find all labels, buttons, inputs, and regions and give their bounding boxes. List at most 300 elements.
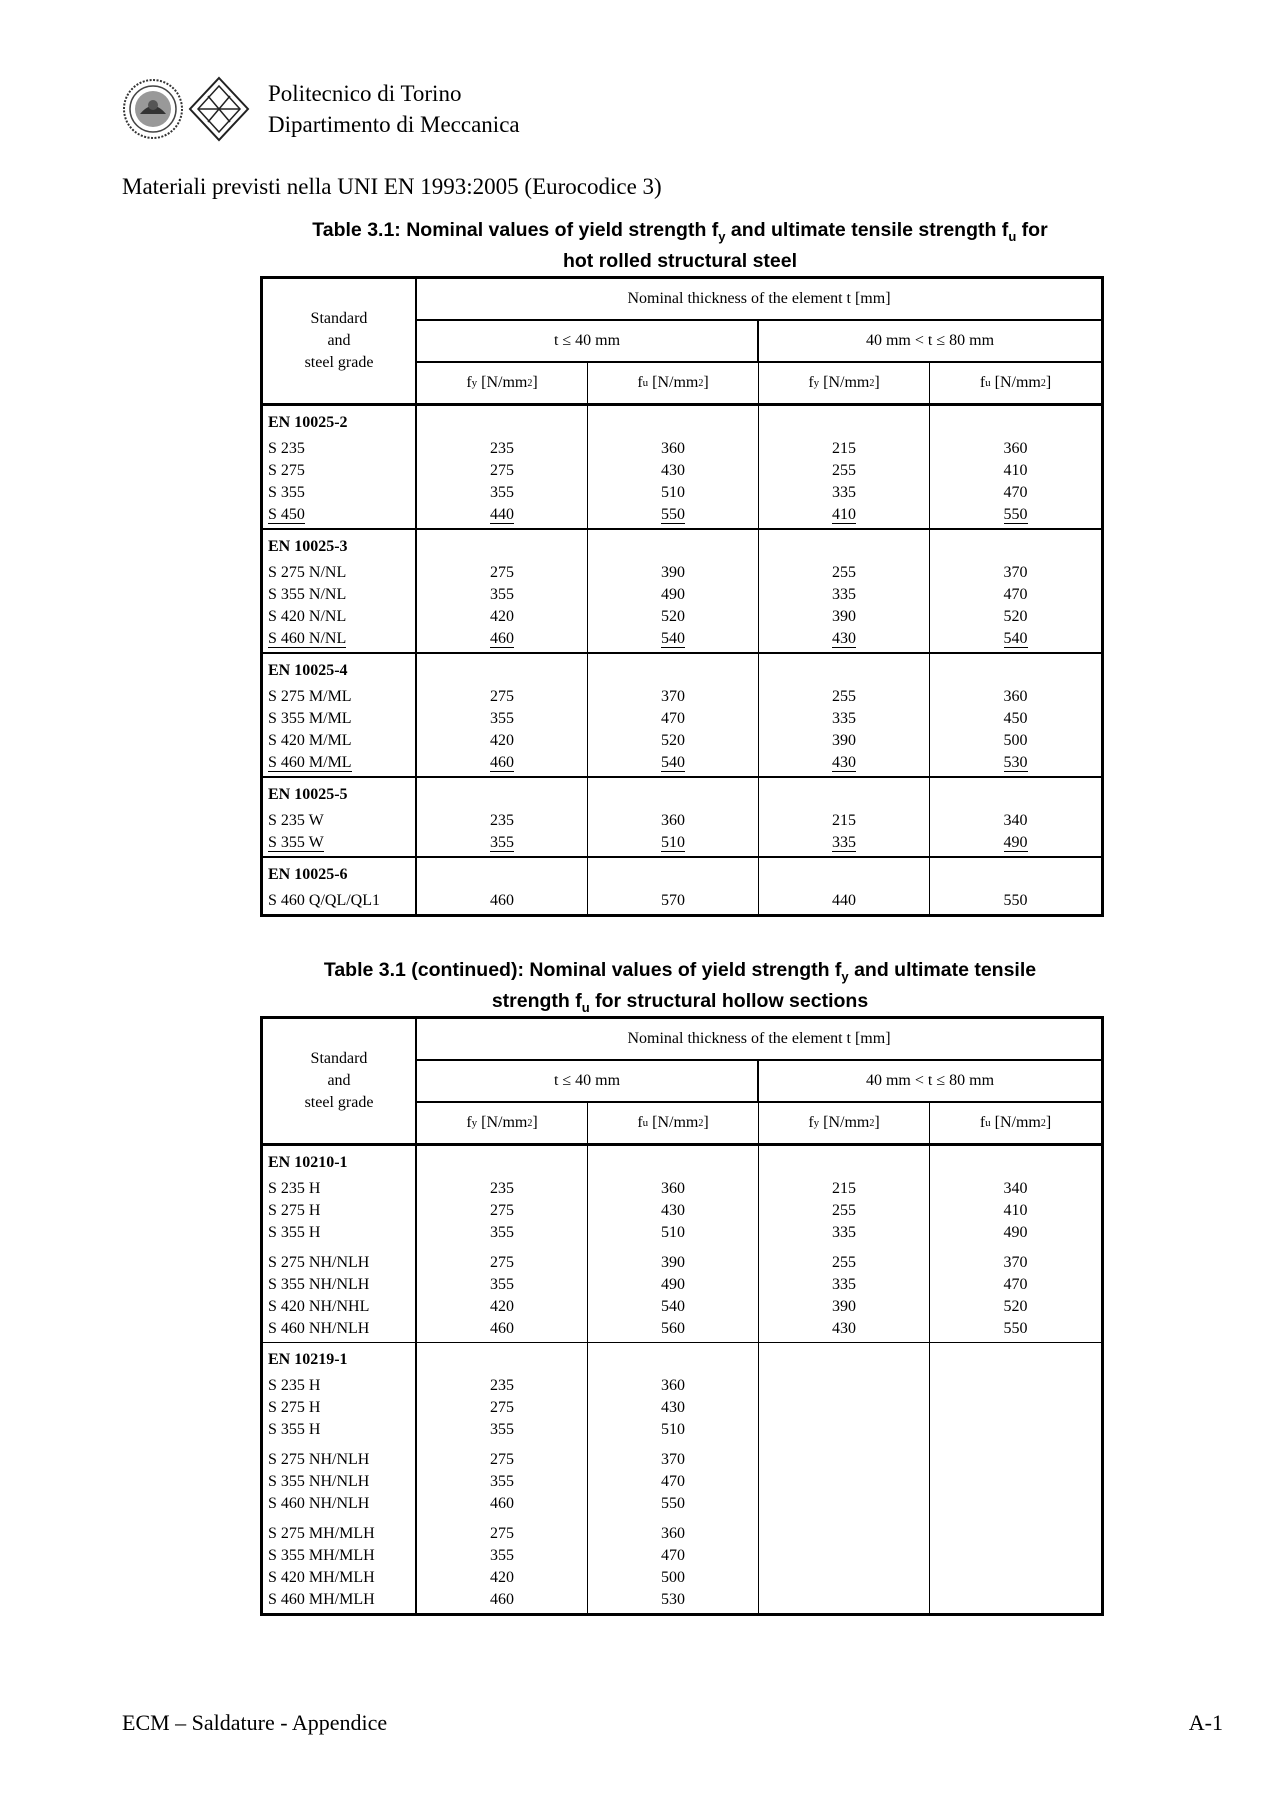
fy-le40-cell-text: 355 — [490, 586, 514, 603]
fu-le40-cell-text: 360 — [661, 1525, 685, 1542]
standard-title-text: EN 10210-1 — [268, 1154, 348, 1171]
department-logo-icon — [188, 76, 250, 142]
fy-le40-cell-text: 420 — [490, 608, 514, 625]
fu-le40-cell — [588, 1493, 759, 1515]
fy-le40-cell-text: 275 — [490, 1451, 514, 1468]
fy-le40-cell-text: 460 — [490, 1320, 514, 1337]
table1-caption: Table 3.1: Nominal values of yield strength $f_y$ and ultimate tensile strength $f_u$ for hot rolled structural steel — [312, 219, 1048, 272]
grade-cell-text: S 355 — [268, 484, 305, 501]
grade-cell-text: S 355 NH/NLH — [268, 1276, 370, 1293]
fy-le40-cell-text: 460 — [490, 892, 514, 909]
grade-cell — [263, 1178, 417, 1200]
page-header — [122, 76, 722, 146]
fy-le40-cell — [417, 584, 588, 606]
fu-le40-cell — [588, 1567, 759, 1589]
grade-cell — [263, 890, 417, 912]
spacer-cell — [759, 1244, 930, 1252]
fu-40-80-cell — [930, 1375, 1101, 1397]
fu-le40-cell — [588, 810, 759, 832]
fu-le40-cell-text: 510 — [661, 834, 685, 851]
fy-40-80-cell — [759, 752, 930, 774]
institution-name — [268, 78, 520, 140]
fu-40-80-cell-text: 340 — [1003, 1180, 1028, 1197]
fu-unit-header: f u [N/mm 2 ] — [588, 1103, 759, 1143]
spacer-cell — [588, 1441, 759, 1449]
fy-le40-cell — [417, 482, 588, 504]
fy-le40-cell-text: 275 — [490, 1254, 514, 1271]
table-row — [263, 708, 1101, 730]
standard-title-text: EN 10025-6 — [268, 866, 348, 883]
standard-title — [263, 654, 417, 686]
fu-40-80-cell — [930, 1589, 1101, 1611]
fy-le40-cell-text: 275 — [490, 688, 514, 705]
fy-le40-cell-text: 420 — [490, 1569, 514, 1586]
thickness-header: Nominal thickness of the element t [mm] — [417, 1019, 1101, 1061]
fy-40-80-cell — [759, 438, 930, 460]
fu-40-80-cell — [930, 1449, 1101, 1471]
fy-40-80-cell-text: 215 — [832, 812, 856, 829]
fu-40-80-cell — [930, 810, 1101, 832]
fu-le40-cell — [588, 1318, 759, 1340]
fy-unit-header: f y [N/mm 2 ] — [417, 363, 588, 403]
fu-le40-cell-text: 490 — [661, 586, 685, 603]
department-line: Dipartimento di Meccanica — [268, 112, 520, 137]
table-group — [263, 1146, 1101, 1342]
fy-le40-cell — [417, 1222, 588, 1244]
fu-le40-cell-text: 470 — [661, 710, 685, 727]
standard-grade-header: Standard and steel grade — [263, 1019, 417, 1143]
spacer-cell — [759, 1515, 930, 1523]
fu-le40-cell — [588, 1375, 759, 1397]
grade-cell-text: S 355 NH/NLH — [268, 1473, 370, 1490]
fu-le40-cell-text: 510 — [661, 1224, 685, 1241]
fy-le40-cell — [417, 562, 588, 584]
spacer-cell — [759, 1441, 930, 1449]
fy-le40-cell — [417, 1493, 588, 1515]
table-row — [263, 482, 1101, 504]
grade-cell-text: S 355 H — [268, 1421, 321, 1438]
grade-cell-text: S 235 — [268, 440, 305, 457]
table-row — [263, 832, 1101, 854]
grade-cell — [263, 1318, 417, 1340]
table-group — [263, 856, 1101, 914]
table2-header — [263, 1019, 1101, 1146]
fy-le40-cell-text: 355 — [490, 1421, 514, 1438]
grade-cell-text: S 460 NH/NLH — [268, 1320, 370, 1337]
fu-40-80-cell — [930, 1493, 1101, 1515]
fu-40-80-cell-text: 410 — [1003, 1202, 1028, 1219]
fu-40-80-cell — [930, 1545, 1101, 1567]
grade-cell-text: S 275 M/ML — [268, 688, 352, 705]
table-row — [263, 730, 1101, 752]
fu-40-80-cell — [930, 1178, 1101, 1200]
table-row — [263, 1419, 1101, 1441]
spacer-cell — [263, 1611, 417, 1613]
fy-40-80-cell — [759, 1274, 930, 1296]
fu-40-80-cell — [930, 504, 1101, 526]
empty-cell — [588, 778, 759, 810]
fu-le40-cell-text: 360 — [661, 1377, 685, 1394]
fy-40-80-cell-text: 335 — [832, 484, 856, 501]
standard-title — [263, 406, 417, 438]
fu-le40-cell — [588, 438, 759, 460]
fu-40-80-cell-text: 490 — [1003, 834, 1028, 851]
footer-title: ECM – Saldature - Appendice — [122, 1710, 388, 1735]
standard-title — [263, 778, 417, 810]
fu-le40-cell — [588, 504, 759, 526]
page-number: A-1 — [1188, 1710, 1223, 1735]
university-seal-icon — [122, 78, 184, 140]
spacer-cell — [417, 912, 588, 914]
fy-40-80-cell-text: 215 — [832, 440, 856, 457]
fu-40-80-cell-text: 370 — [1003, 1254, 1028, 1271]
table2 — [260, 1016, 1104, 1616]
fu-40-80-cell — [930, 584, 1101, 606]
fu-le40-cell — [588, 1589, 759, 1611]
empty-cell — [759, 858, 930, 890]
grade-cell-text: S 275 — [268, 462, 305, 479]
empty-cell — [759, 530, 930, 562]
fy-le40-cell-text: 355 — [490, 710, 514, 727]
grade-cell-text: S 355 W — [268, 834, 324, 851]
fu-le40-cell-text: 530 — [661, 1591, 685, 1608]
table-row — [263, 1178, 1101, 1200]
fu-40-80-cell — [930, 1471, 1101, 1493]
fu-le40-cell-text: 370 — [661, 1451, 685, 1468]
grade-cell-text: S 420 NH/NHL — [268, 1298, 370, 1315]
fy-le40-cell — [417, 1589, 588, 1611]
table-group — [263, 528, 1101, 652]
fu-le40-cell — [588, 730, 759, 752]
fy-le40-cell — [417, 730, 588, 752]
intro-text: Materiali previsti nella UNI EN 1993:2005 (Eurocodice 3) — [122, 174, 662, 199]
fu-40-80-cell — [930, 1419, 1101, 1441]
fy-le40-cell-text: 235 — [490, 1180, 514, 1197]
grade-cell-text: S 275 N/NL — [268, 564, 347, 581]
fu-40-80-cell — [930, 730, 1101, 752]
fu-le40-cell-text: 540 — [661, 754, 685, 771]
fu-40-80-cell — [930, 1222, 1101, 1244]
fu-40-80-cell-text: 340 — [1003, 812, 1028, 829]
fu-40-80-cell — [930, 1252, 1101, 1274]
fy-40-80-cell — [759, 1318, 930, 1340]
fu-le40-cell-text: 360 — [661, 1180, 685, 1197]
fu-le40-cell — [588, 584, 759, 606]
empty-cell — [759, 1343, 930, 1375]
empty-cell — [759, 1146, 930, 1178]
fy-40-80-cell — [759, 562, 930, 584]
fy-le40-cell — [417, 628, 588, 650]
fy-40-80-cell — [759, 1449, 930, 1471]
empty-cell — [759, 654, 930, 686]
fu-le40-cell-text: 470 — [661, 1547, 685, 1564]
table-row — [263, 1200, 1101, 1222]
institution-line: Politecnico di Torino — [268, 81, 462, 106]
table-row — [263, 1274, 1101, 1296]
fy-le40-cell — [417, 1471, 588, 1493]
fy-le40-cell-text: 460 — [490, 1495, 514, 1512]
table1-header — [263, 279, 1101, 406]
row-spacer — [263, 1611, 1101, 1613]
fu-40-80-cell-text: 490 — [1003, 1224, 1028, 1241]
group-title-row — [263, 406, 1101, 438]
grade-cell — [263, 504, 417, 526]
spacer-cell — [588, 1244, 759, 1252]
grade-cell — [263, 686, 417, 708]
spacer-cell — [588, 1515, 759, 1523]
fu-40-80-cell-text: 550 — [1003, 506, 1028, 523]
fu-le40-cell-text: 540 — [661, 1298, 685, 1315]
table-row — [263, 1523, 1101, 1545]
fu-le40-cell — [588, 890, 759, 912]
fy-le40-cell — [417, 1567, 588, 1589]
grade-cell-text: S 275 H — [268, 1202, 321, 1219]
fu-40-80-cell-text: 500 — [1003, 732, 1028, 749]
fy-40-80-cell — [759, 1296, 930, 1318]
fu-le40-cell — [588, 686, 759, 708]
fy-le40-cell — [417, 1274, 588, 1296]
fu-le40-cell — [588, 832, 759, 854]
fu-40-80-cell-text: 520 — [1003, 1298, 1028, 1315]
fy-le40-cell-text: 355 — [490, 1276, 514, 1293]
table-row — [263, 1567, 1101, 1589]
standard-grade-header: Standard and steel grade — [263, 279, 417, 403]
empty-cell — [759, 406, 930, 438]
fu-le40-cell — [588, 606, 759, 628]
fu-le40-cell-text: 500 — [661, 1569, 685, 1586]
fy-le40-cell-text: 275 — [490, 1399, 514, 1416]
grade-cell-text: S 275 MH/MLH — [268, 1525, 375, 1542]
fy-le40-cell-text: 440 — [490, 506, 514, 523]
fy-le40-cell — [417, 1318, 588, 1340]
fy-unit-header: f y [N/mm 2 ] — [759, 363, 930, 403]
fu-le40-cell — [588, 1545, 759, 1567]
fu-40-80-cell — [930, 708, 1101, 730]
spacer-cell — [930, 1611, 1101, 1613]
grade-cell — [263, 606, 417, 628]
empty-cell — [417, 654, 588, 686]
table-row — [263, 1318, 1101, 1340]
fu-le40-cell — [588, 460, 759, 482]
empty-cell — [588, 1343, 759, 1375]
range-40-80-header: 40 mm < t ≤ 80 mm — [759, 1061, 1101, 1103]
fu-le40-cell-text: 490 — [661, 1276, 685, 1293]
standard-title — [263, 1146, 417, 1178]
table-row — [263, 460, 1101, 482]
fy-le40-cell-text: 460 — [490, 754, 514, 771]
fu-40-80-cell-text: 470 — [1003, 484, 1028, 501]
fy-le40-cell — [417, 1252, 588, 1274]
fy-40-80-cell — [759, 584, 930, 606]
fy-40-80-cell-text: 410 — [832, 506, 856, 523]
standard-title — [263, 530, 417, 562]
fy-le40-cell — [417, 460, 588, 482]
fy-40-80-cell — [759, 482, 930, 504]
fu-40-80-cell-text: 470 — [1003, 586, 1028, 603]
table1 — [260, 276, 1104, 917]
group-title-row — [263, 1146, 1101, 1178]
fy-le40-cell — [417, 1545, 588, 1567]
fy-le40-cell-text: 355 — [490, 834, 514, 851]
fu-le40-cell — [588, 1523, 759, 1545]
table-row — [263, 1397, 1101, 1419]
empty-cell — [588, 406, 759, 438]
table-row — [263, 1375, 1101, 1397]
grade-cell — [263, 1471, 417, 1493]
grade-cell-text: S 420 MH/MLH — [268, 1569, 375, 1586]
grade-cell — [263, 1296, 417, 1318]
thickness-header: Nominal thickness of the element t [mm] — [417, 279, 1101, 321]
fy-le40-cell-text: 355 — [490, 484, 514, 501]
fy-le40-cell-text: 235 — [490, 1377, 514, 1394]
table-row — [263, 1222, 1101, 1244]
table-row — [263, 504, 1101, 526]
grade-cell — [263, 708, 417, 730]
fy-40-80-cell-text: 255 — [832, 462, 856, 479]
table-row — [263, 1471, 1101, 1493]
empty-cell — [759, 778, 930, 810]
fu-40-80-cell — [930, 628, 1101, 650]
fy-40-80-cell — [759, 1222, 930, 1244]
fu-le40-cell — [588, 1449, 759, 1471]
row-spacer — [263, 912, 1101, 914]
row-spacer — [263, 1515, 1101, 1523]
fu-40-80-cell — [930, 460, 1101, 482]
fy-unit-header: f y [N/mm 2 ] — [417, 1103, 588, 1143]
table-row — [263, 1252, 1101, 1274]
fu-40-80-cell-text: 540 — [1003, 630, 1028, 647]
fu-le40-cell — [588, 1178, 759, 1200]
grade-cell-text: S 420 N/NL — [268, 608, 347, 625]
fu-le40-cell — [588, 1252, 759, 1274]
fy-40-80-cell-text: 430 — [832, 630, 856, 647]
standard-title-text: EN 10025-2 — [268, 414, 348, 431]
spacer-cell — [930, 912, 1101, 914]
table-row — [263, 562, 1101, 584]
standard-title — [263, 1343, 417, 1375]
fu-40-80-cell — [930, 606, 1101, 628]
fy-le40-cell-text: 460 — [490, 630, 514, 647]
spacer-cell — [930, 1244, 1101, 1252]
spacer-cell — [759, 1611, 930, 1613]
grade-cell-text: S 460 M/ML — [268, 754, 352, 771]
group-title-row — [263, 530, 1101, 562]
fy-unit-header: f y [N/mm 2 ] — [759, 1103, 930, 1143]
fy-le40-cell-text: 355 — [490, 1473, 514, 1490]
fu-le40-cell — [588, 482, 759, 504]
fy-le40-cell — [417, 1419, 588, 1441]
spacer-cell — [930, 1441, 1101, 1449]
grade-cell — [263, 1252, 417, 1274]
empty-cell — [930, 406, 1101, 438]
grade-cell-text: S 460 N/NL — [268, 630, 347, 647]
fu-40-80-cell-text: 410 — [1003, 462, 1028, 479]
grade-cell-text: S 235 W — [268, 812, 324, 829]
grade-cell-text: S 275 NH/NLH — [268, 1254, 370, 1271]
table-group — [263, 652, 1101, 776]
fy-le40-cell-text: 275 — [490, 462, 514, 479]
fy-40-80-cell-text: 335 — [832, 710, 856, 727]
fy-40-80-cell — [759, 1545, 930, 1567]
fu-unit-header: f u [N/mm 2 ] — [979, 374, 1052, 391]
fu-le40-cell-text: 510 — [661, 1421, 685, 1438]
fy-40-80-cell — [759, 832, 930, 854]
fu-le40-cell — [588, 708, 759, 730]
row-spacer — [263, 1244, 1101, 1252]
grade-cell — [263, 832, 417, 854]
fu-40-80-cell — [930, 1318, 1101, 1340]
grade-cell — [263, 1200, 417, 1222]
table-row — [263, 1493, 1101, 1515]
fu-40-80-cell — [930, 832, 1101, 854]
table-group — [263, 406, 1101, 528]
grade-cell-text: S 355 M/ML — [268, 710, 352, 727]
grade-cell-text: S 460 MH/MLH — [268, 1591, 375, 1608]
row-spacer — [263, 1441, 1101, 1449]
fy-le40-cell-text: 235 — [490, 812, 514, 829]
table2-body — [263, 1146, 1101, 1613]
fy-le40-cell — [417, 1178, 588, 1200]
fy-40-80-cell-text: 430 — [832, 754, 856, 771]
table-row — [263, 752, 1101, 774]
fu-le40-cell-text: 430 — [661, 1399, 685, 1416]
fu-unit-header: f u [N/mm 2 ] — [588, 363, 759, 403]
range-le40-header: t ≤ 40 mm — [417, 1061, 759, 1103]
fy-40-80-cell — [759, 1178, 930, 1200]
fy-40-80-cell — [759, 1375, 930, 1397]
fy-40-80-cell — [759, 628, 930, 650]
grade-cell — [263, 562, 417, 584]
fy-le40-cell-text: 460 — [490, 1591, 514, 1608]
group-title-row — [263, 654, 1101, 686]
fy-40-80-cell — [759, 686, 930, 708]
empty-cell — [930, 654, 1101, 686]
grade-cell — [263, 438, 417, 460]
fu-le40-cell-text: 520 — [661, 608, 685, 625]
fu-le40-cell-text: 360 — [661, 812, 685, 829]
fu-40-80-cell — [930, 686, 1101, 708]
grade-cell-text: S 355 H — [268, 1224, 321, 1241]
fy-40-80-cell-text: 390 — [832, 1298, 856, 1315]
empty-cell — [417, 1343, 588, 1375]
spacer-cell — [263, 1441, 417, 1449]
spacer-cell — [417, 1515, 588, 1523]
fu-le40-cell — [588, 562, 759, 584]
grade-cell — [263, 1545, 417, 1567]
empty-cell — [930, 530, 1101, 562]
grade-cell — [263, 752, 417, 774]
table-row — [263, 1449, 1101, 1471]
spacer-cell — [417, 1611, 588, 1613]
fy-le40-cell — [417, 606, 588, 628]
fy-40-80-cell — [759, 1419, 930, 1441]
fy-40-80-cell-text: 390 — [832, 608, 856, 625]
group-title-row — [263, 1343, 1101, 1375]
empty-cell — [588, 858, 759, 890]
grade-cell-text: S 420 M/ML — [268, 732, 352, 749]
grade-cell — [263, 1493, 417, 1515]
fu-le40-cell — [588, 1419, 759, 1441]
fy-le40-cell-text: 355 — [490, 1547, 514, 1564]
fy-40-80-cell-text: 255 — [832, 564, 856, 581]
fu-le40-cell — [588, 1222, 759, 1244]
table-row — [263, 686, 1101, 708]
fu-le40-cell-text: 390 — [661, 1254, 685, 1271]
fy-le40-cell — [417, 438, 588, 460]
fu-le40-cell-text: 390 — [661, 564, 685, 581]
fy-40-80-cell-text: 335 — [832, 1224, 856, 1241]
empty-cell — [417, 530, 588, 562]
